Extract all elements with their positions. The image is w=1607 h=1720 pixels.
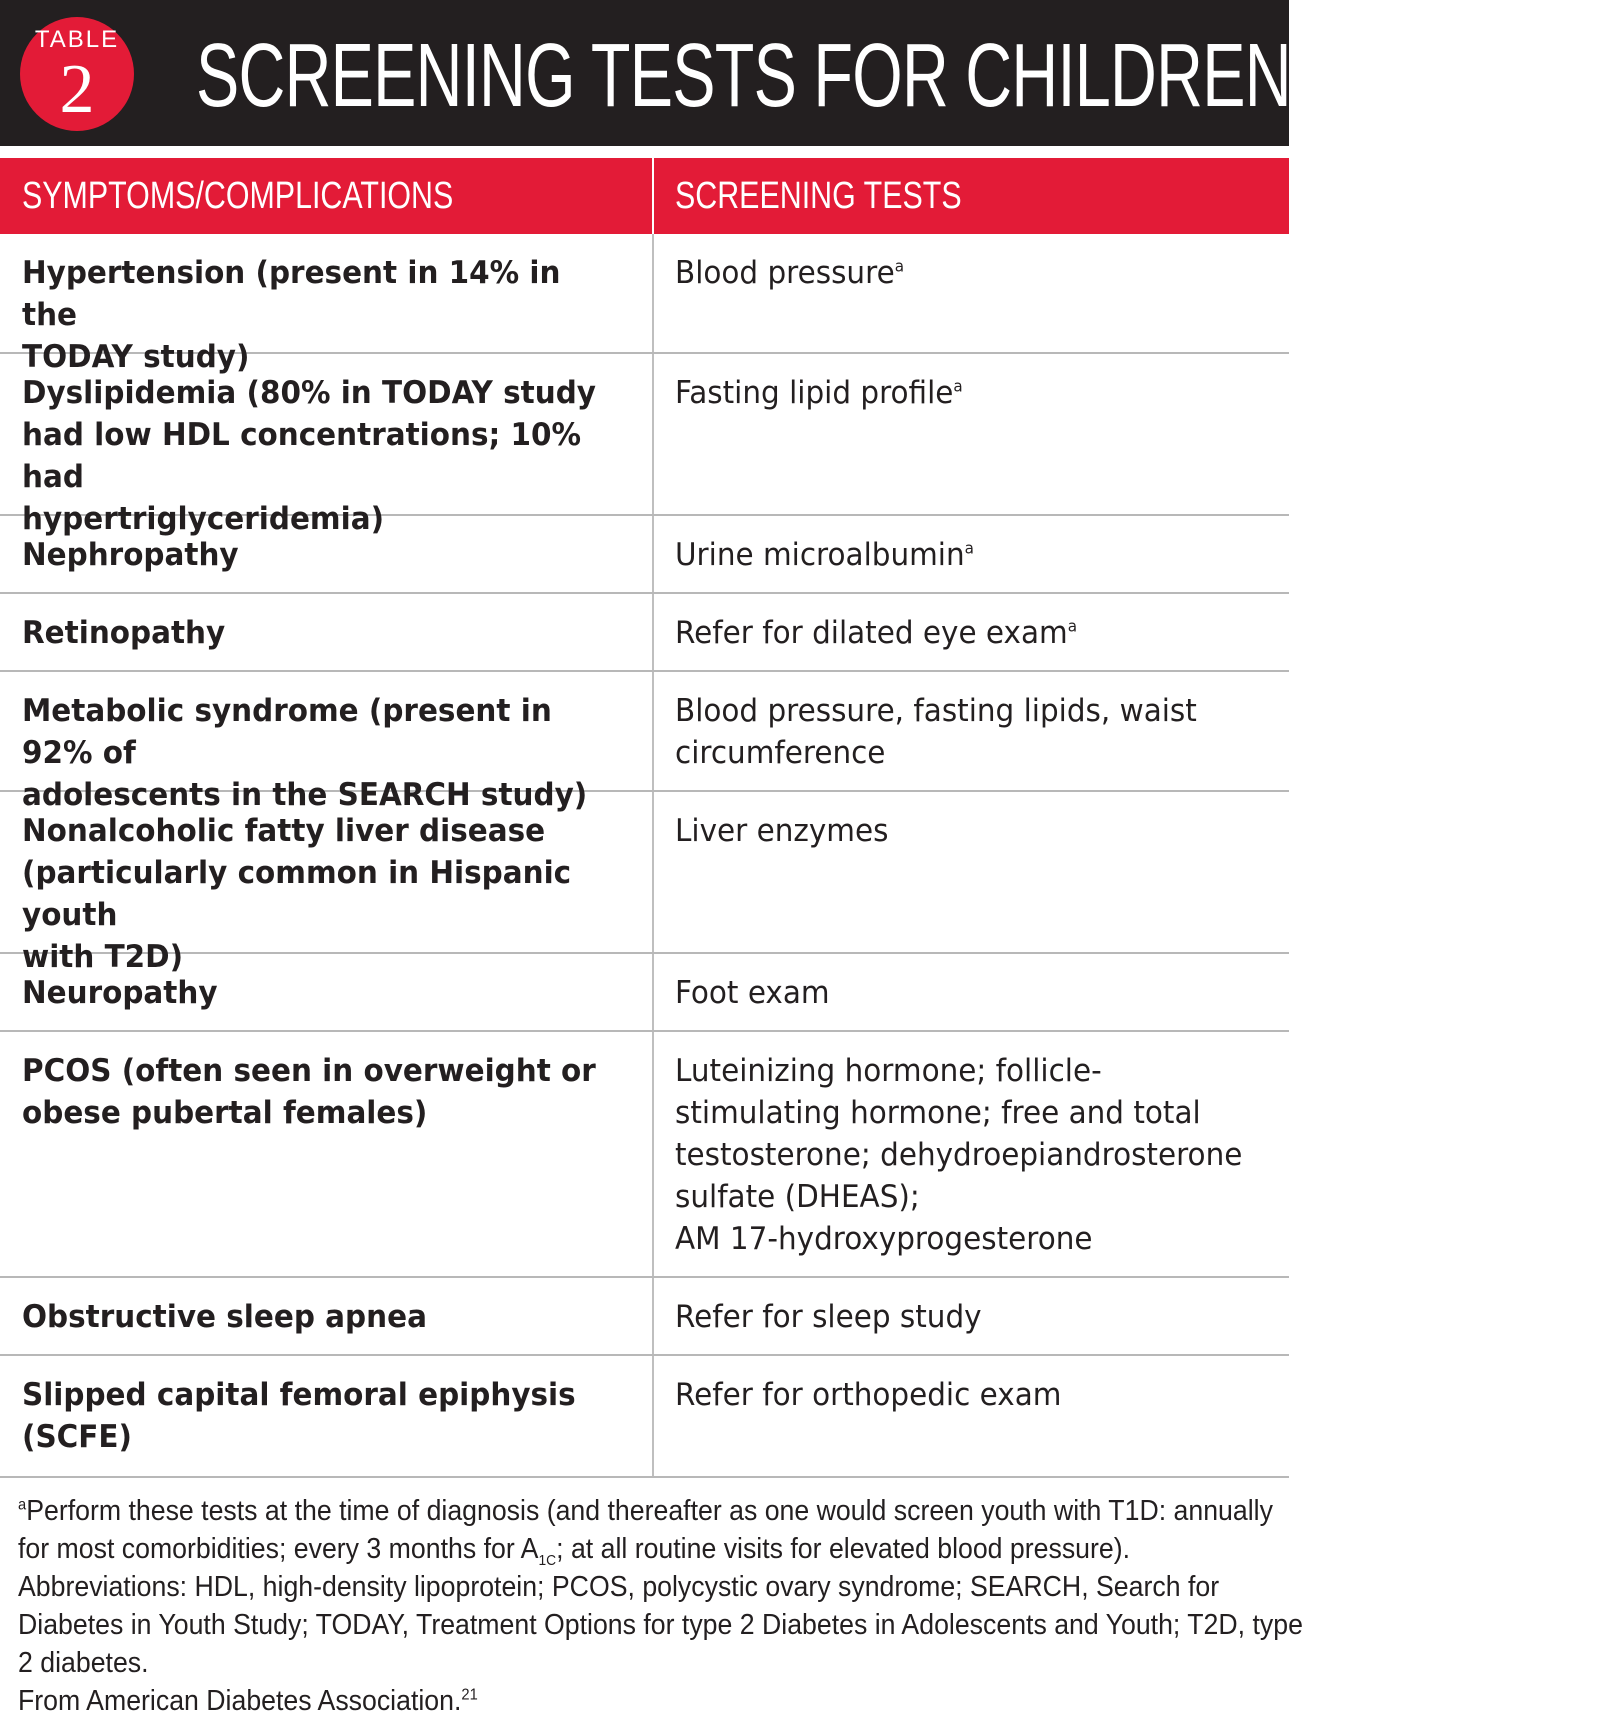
table-row bbox=[0, 594, 1289, 672]
screening-test-text: Blood pressure bbox=[675, 255, 895, 291]
condition-text: Neuropathy bbox=[22, 975, 218, 1011]
screening-test-text: AM 17-hydroxyprogesterone bbox=[675, 1221, 1093, 1257]
condition-cell bbox=[22, 1374, 611, 1458]
screening-test-cell bbox=[675, 612, 1245, 654]
condition-cell bbox=[22, 372, 611, 540]
footnote bbox=[18, 1492, 1303, 1720]
condition-text: Slipped capital femoral epiphysis bbox=[22, 1377, 576, 1413]
screening-test-cell bbox=[675, 810, 1245, 852]
screening-test-line bbox=[675, 1092, 1245, 1134]
badge-number: 2 bbox=[59, 51, 95, 128]
screening-test-cell bbox=[675, 534, 1245, 576]
table-row bbox=[0, 1032, 1289, 1278]
table-row bbox=[0, 234, 1289, 375]
screening-test-text: Fasting lipid profile bbox=[675, 375, 954, 411]
condition-cell bbox=[22, 534, 611, 576]
footnote-text: for most comorbidities; every 3 months for A bbox=[18, 1533, 539, 1565]
screening-test-cell bbox=[675, 372, 1245, 414]
screening-test-cell bbox=[675, 1296, 1245, 1338]
condition-text: (SCFE) bbox=[22, 1419, 132, 1455]
footnote-text: Perform these tests at the time of diagnosis (and thereafter as one would screen youth with T1D: annually bbox=[26, 1495, 1273, 1527]
footnote-line: 2 diabetes. bbox=[18, 1647, 149, 1679]
screening-test-line bbox=[675, 534, 1245, 576]
screening-test-text: Blood pressure, fasting lipids, waist bbox=[675, 693, 1197, 729]
screening-test-line bbox=[675, 1176, 1245, 1218]
footnote-marker: a bbox=[894, 256, 905, 276]
screening-test-text: sulfate (DHEAS); bbox=[675, 1179, 920, 1215]
condition-text: Retinopathy bbox=[22, 615, 226, 651]
table-number-badge bbox=[20, 17, 134, 131]
condition-cell bbox=[22, 972, 611, 1014]
condition-text: Metabolic syndrome (present in 92% of bbox=[22, 693, 552, 771]
table-row bbox=[0, 1278, 1289, 1356]
condition-cell bbox=[22, 1050, 611, 1134]
source-line bbox=[18, 1682, 1177, 1720]
screening-test-line bbox=[675, 1050, 1245, 1092]
footnote-line bbox=[18, 1492, 1273, 1530]
screening-test-text: testosterone; dehydroepiandrosterone bbox=[675, 1137, 1243, 1173]
condition-text: Obstructive sleep apnea bbox=[22, 1299, 427, 1335]
screening-test-line bbox=[675, 612, 1245, 654]
condition-cell bbox=[22, 810, 611, 978]
footnote-subscript: 1C bbox=[538, 1551, 557, 1569]
screening-test-cell bbox=[675, 690, 1245, 774]
screening-test-line bbox=[675, 810, 1245, 852]
table-row bbox=[0, 516, 1289, 594]
condition-text: Nephropathy bbox=[22, 537, 239, 573]
table-row bbox=[0, 1356, 1289, 1478]
condition-text: Nonalcoholic fatty liver disease bbox=[22, 813, 546, 849]
condition-cell bbox=[22, 612, 611, 654]
table-row bbox=[0, 954, 1289, 1032]
screening-test-text: Refer for sleep study bbox=[675, 1299, 982, 1335]
screening-test-line bbox=[675, 1218, 1245, 1260]
condition-text: Hypertension (present in 14% in the bbox=[22, 255, 561, 333]
condition-text: adolescents in the SEARCH study) bbox=[22, 777, 588, 813]
condition-text: TODAY study) bbox=[22, 339, 250, 375]
screening-test-text: Urine microalbumin bbox=[675, 537, 965, 573]
footnote-marker: a bbox=[1067, 616, 1078, 636]
condition-text: PCOS (often seen in overweight or bbox=[22, 1053, 596, 1089]
screening-test-cell bbox=[675, 972, 1245, 1014]
screening-test-line bbox=[675, 372, 1245, 414]
screening-test-text: Liver enzymes bbox=[675, 813, 889, 849]
screening-test-text: stimulating hormone; free and total bbox=[675, 1095, 1201, 1131]
screening-test-line bbox=[675, 732, 1245, 774]
condition-text: (particularly common in Hispanic youth bbox=[22, 855, 572, 933]
title-bar bbox=[0, 0, 1607, 146]
condition-text: with T2D) bbox=[22, 939, 184, 975]
footnote-line: Diabetes in Youth Study; TODAY, Treatment Options for type 2 Diabetes in Adolescents and Youth; T2D, type bbox=[18, 1609, 1303, 1641]
page-title: SCREENING TESTS FOR CHILDREN WITH T2D bbox=[196, 26, 1607, 126]
table-header-row bbox=[0, 158, 1289, 234]
screening-test-line bbox=[675, 972, 1245, 1014]
screening-test-text: circumference bbox=[675, 735, 886, 771]
screening-test-cell bbox=[675, 1050, 1245, 1260]
column-header-symptoms: SYMPTOMS/COMPLICATIONS bbox=[22, 175, 454, 217]
footnote-marker: a bbox=[18, 1496, 27, 1514]
footnote-marker: a bbox=[964, 538, 974, 558]
screening-test-line bbox=[675, 1134, 1245, 1176]
screening-test-text: Luteinizing hormone; follicle- bbox=[675, 1053, 1102, 1089]
footnote-text: ; at all routine visits for elevated blood pressure). bbox=[556, 1533, 1131, 1565]
screening-test-line bbox=[675, 1296, 1245, 1338]
footnote-line bbox=[18, 1530, 1177, 1568]
screening-test-text: Refer for orthopedic exam bbox=[675, 1377, 1062, 1413]
condition-text: had low HDL concentrations; 10% had bbox=[22, 417, 582, 495]
condition-cell bbox=[22, 1296, 611, 1338]
column-header-screening-tests: SCREENING TESTS bbox=[675, 175, 962, 217]
source-text: From American Diabetes Association. bbox=[18, 1685, 462, 1717]
screening-test-cell bbox=[675, 1374, 1245, 1416]
screening-test-line bbox=[675, 690, 1245, 732]
condition-text: Dyslipidemia (80% in TODAY study bbox=[22, 375, 596, 411]
table-row bbox=[0, 354, 1289, 537]
source-reference: 21 bbox=[461, 1686, 478, 1704]
table-row bbox=[0, 672, 1289, 813]
screening-test-text: Refer for dilated eye exam bbox=[675, 615, 1068, 651]
condition-text: obese pubertal females) bbox=[22, 1095, 428, 1131]
condition-text: hypertriglyceridemia) bbox=[22, 501, 385, 537]
screening-test-line bbox=[675, 1374, 1245, 1416]
footnote-marker: a bbox=[953, 376, 963, 396]
header-column-divider bbox=[652, 158, 654, 234]
table-row bbox=[0, 792, 1289, 975]
screening-test-cell bbox=[675, 252, 1245, 294]
screening-test-line bbox=[675, 252, 1245, 294]
badge-label: TABLE bbox=[34, 26, 120, 53]
screening-test-text: Foot exam bbox=[675, 975, 830, 1011]
footnote-line: Abbreviations: HDL, high-density lipoprotein; PCOS, polycystic ovary syndrome; SEARCH, Search for bbox=[18, 1571, 1220, 1603]
